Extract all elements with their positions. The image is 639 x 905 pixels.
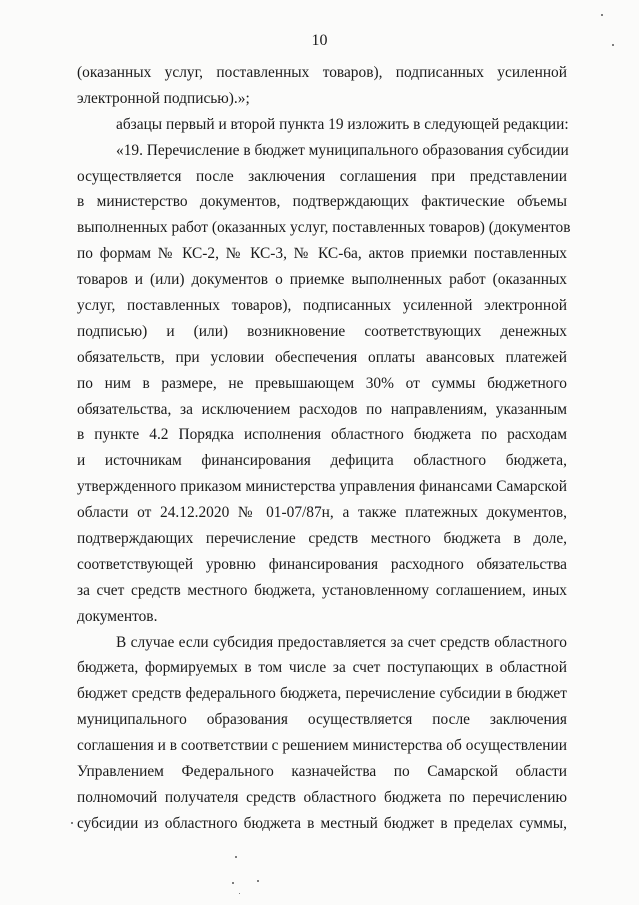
text-line: электронной подписью).»;	[77, 89, 250, 107]
text-line: в министерство документов, подтверждающих фактические объемы	[77, 193, 567, 211]
text-line: абзацы первый и второй пункта 19 изложить в следующей редакции:	[116, 115, 569, 133]
document-body	[77, 60, 571, 837]
text-line: обязательств, при условии обеспечения оплаты авансовых платежей	[77, 348, 567, 366]
text-line: обязательства, за исключением расходов по направлениям, указанным	[77, 400, 567, 418]
text-line: муниципального образования осуществляется после заключения	[77, 711, 567, 729]
text-line: бюджета, формируемых в том числе за счет поступающих в областной	[77, 659, 567, 677]
text-line: подписью) и (или) возникновение соответствующих денежных	[77, 322, 567, 340]
scan-speck	[235, 856, 237, 858]
text-line: соответствующей уровню финансирования расходного обязательства	[77, 555, 567, 573]
text-line: Управлением Федерального казначейства по Самарской области	[77, 763, 567, 781]
scan-speck	[612, 44, 614, 46]
page-number: 10	[311, 32, 328, 49]
text-line: полномочий получателя средств областного бюджета по перечислению	[77, 788, 567, 806]
text-line: товаров и (или) документов о приемке выполненных работ (оказанных	[77, 271, 567, 289]
text-line: подтверждающих перечисление средств местного бюджета в доле,	[77, 530, 567, 548]
text-line: за счет средств местного бюджета, установленному соглашением, иных	[77, 581, 567, 599]
scan-speck	[71, 822, 73, 824]
text-line: утвержденного приказом министерства управления финансами Самарской	[77, 478, 567, 496]
text-line: области от 24.12.2020 № 01-07/87н, а также платежных документов,	[77, 504, 567, 522]
text-line: (оказанных услуг, поставленных товаров), подписанных усиленной	[77, 64, 567, 81]
scan-speck	[232, 882, 234, 884]
text-line: по формам № КС-2, № КС-3, № КС-6а, актов приемки поставленных	[77, 245, 567, 263]
text-line: выполненных работ (оказанных услуг, поставленных товаров) (документов	[77, 219, 571, 237]
text-line: соглашения и в соответствии с решением министерства об осуществлении	[77, 737, 567, 755]
scan-speck	[239, 893, 240, 894]
text-line: осуществляется после заключения соглашения при представлении	[77, 167, 567, 185]
text-line: «19. Перечисление в бюджет муниципального образования субсидии	[116, 141, 569, 159]
text-line: по ним в размере, не превышающем 30% от суммы бюджетного	[77, 374, 567, 392]
scan-speck	[257, 880, 259, 882]
text-line: услуг, поставленных товаров), подписанных усиленной электронной	[77, 297, 567, 315]
text-line: В случае если субсидия предоставляется за счет средств областного	[116, 633, 567, 651]
text-line: и источникам финансирования дефицита областного бюджета,	[77, 452, 567, 470]
text-line: в пункте 4.2 Порядка исполнения областного бюджета по расходам	[77, 426, 567, 444]
text-line: субсидии из областного бюджета в местный бюджет в пределах суммы,	[77, 814, 567, 832]
text-line: бюджет средств федерального бюджета, перечисление субсидии в бюджет	[77, 685, 567, 703]
scan-speck	[601, 14, 603, 16]
text-line: документов.	[77, 607, 158, 625]
